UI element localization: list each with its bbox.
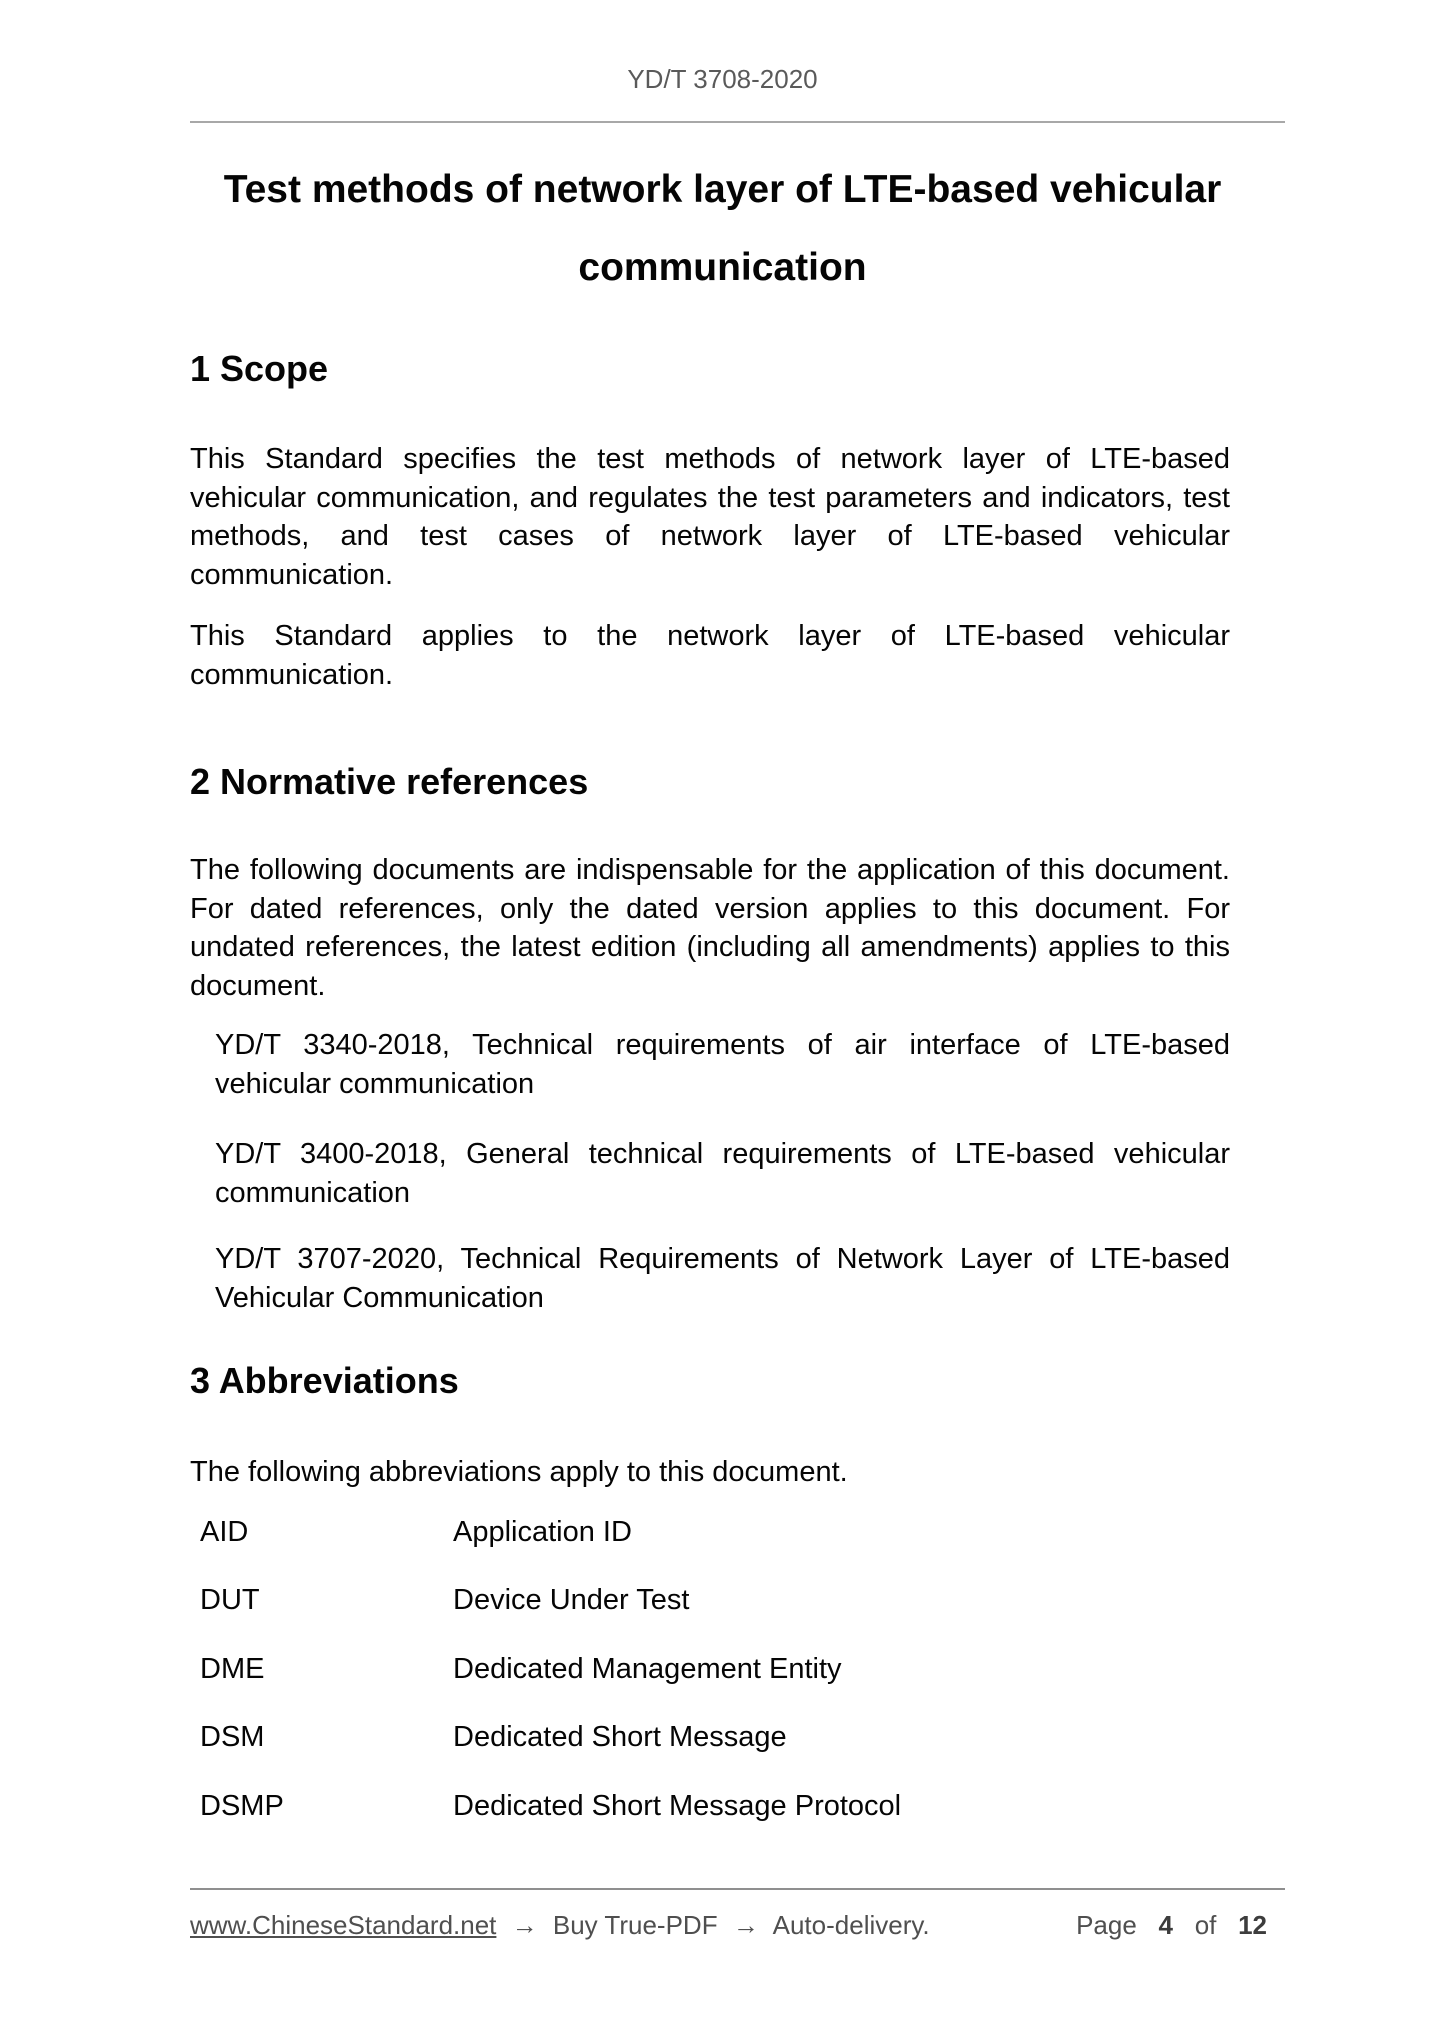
auto-delivery-label: Auto-delivery. bbox=[772, 1910, 930, 1940]
abbreviations-list bbox=[190, 1513, 1230, 1826]
abbreviation-row bbox=[190, 1650, 1230, 1689]
abbreviation-definition: Dedicated Short Message bbox=[453, 1721, 787, 1753]
section-heading-normative-references: 2 Normative references bbox=[190, 761, 589, 802]
section-heading-abbreviations: 3 Abbreviations bbox=[190, 1360, 459, 1401]
abbreviation-term: DSM bbox=[200, 1721, 265, 1753]
section-heading-scope: 1 Scope bbox=[190, 348, 329, 389]
document-title-line-1: Test methods of network layer of LTE-based vehicular bbox=[223, 168, 1222, 211]
buy-true-pdf-label: Buy True-PDF bbox=[552, 1910, 718, 1940]
abbreviation-definition: Device Under Test bbox=[453, 1584, 690, 1616]
abbreviation-term: DSMP bbox=[200, 1789, 284, 1822]
abbreviation-term: DUT bbox=[200, 1584, 260, 1616]
abbreviation-row bbox=[190, 1513, 1230, 1552]
page-number: 4 bbox=[1158, 1910, 1173, 1940]
abbreviation-definition: Dedicated Management Entity bbox=[453, 1652, 842, 1685]
abbreviation-term: DME bbox=[200, 1652, 265, 1685]
reference-item: YD/T 3400-2018, General technical requirements of LTE-based vehicular communication bbox=[215, 1138, 1230, 1209]
normative-references-list bbox=[190, 1026, 1230, 1317]
document-title-line-2: communication bbox=[578, 246, 867, 289]
page-indicator bbox=[1076, 1908, 1285, 1942]
reference-item: YD/T 3707-2020, Technical Requirements of Network Layer of LTE-based Vehicular Communication bbox=[215, 1243, 1230, 1314]
abbreviation-definition: Application ID bbox=[453, 1515, 632, 1548]
arrow-right-icon: → bbox=[511, 1910, 538, 1940]
page-total: 12 bbox=[1238, 1910, 1267, 1940]
reference-item: YD/T 3340-2018, Technical requirements of air interface of LTE-based vehicular communication bbox=[215, 1029, 1230, 1100]
page-footer bbox=[190, 1908, 1285, 1942]
footer-links bbox=[190, 1908, 930, 1942]
scope-paragraph-2: This Standard applies to the network layer of LTE-based vehicular communication. bbox=[190, 620, 1230, 691]
document-content bbox=[190, 0, 1230, 1825]
normative-references-intro: The following documents are indispensable for the application of this document. For dated references, only the dated version applies to this document. For undated references, the latest edition (including all amendments) applies to this document. bbox=[190, 854, 1230, 1002]
abbreviation-term: AID bbox=[200, 1515, 249, 1548]
of-label: of bbox=[1194, 1910, 1217, 1940]
footer-divider bbox=[190, 1888, 1285, 1890]
page-label: Page bbox=[1076, 1910, 1137, 1940]
abbreviation-definition: Dedicated Short Message Protocol bbox=[453, 1789, 902, 1822]
abbreviation-row bbox=[190, 1581, 1230, 1620]
document-title bbox=[190, 151, 1255, 307]
abbreviation-row bbox=[190, 1787, 1230, 1826]
arrow-right-icon: → bbox=[732, 1910, 759, 1940]
abbreviation-row bbox=[190, 1718, 1230, 1757]
standard-number: YD/T 3708-2020 bbox=[627, 64, 818, 94]
site-link[interactable]: www.ChineseStandard.net bbox=[190, 1910, 497, 1940]
scope-paragraph-1: This Standard specifies the test methods of network layer of LTE-based vehicular communication, and regulates the test parameters and indicators, test methods, and test cases of network layer of LTE-based vehicular communication. bbox=[190, 443, 1230, 591]
abbreviations-intro: The following abbreviations apply to this document. bbox=[190, 1456, 848, 1488]
